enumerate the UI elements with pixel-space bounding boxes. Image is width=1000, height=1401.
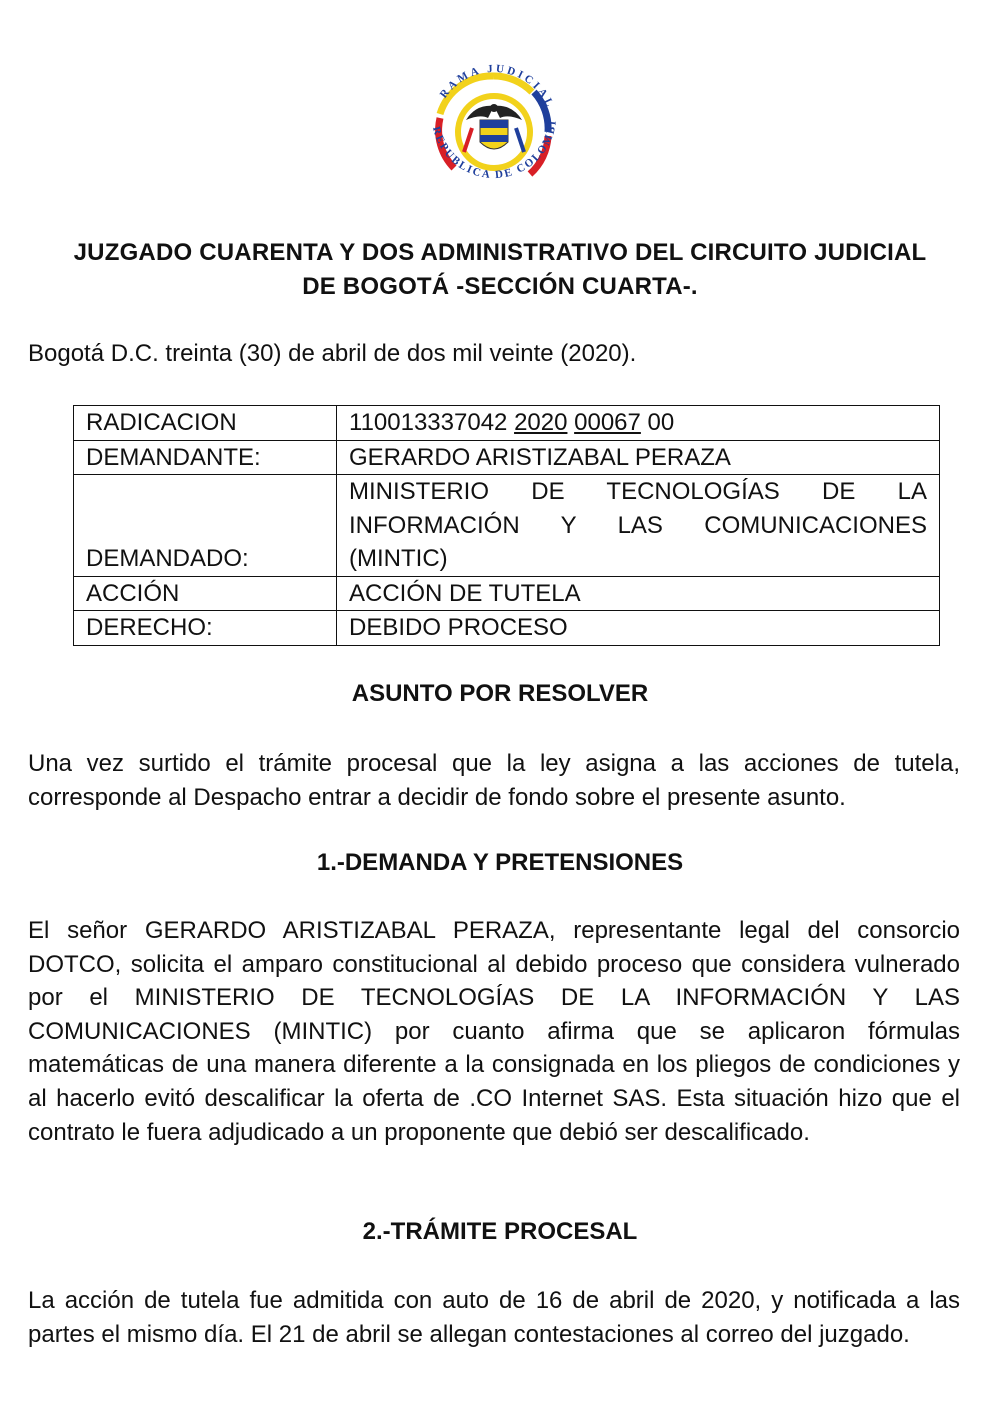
- demandante-value: GERARDO ARISTIZABAL PERAZA: [337, 440, 940, 475]
- rama-judicial-seal: [410, 56, 578, 204]
- table-row-derecho: [74, 611, 940, 646]
- demanda-paragraph: El señor GERARDO ARISTIZABAL PERAZA, representante legal del consorcio DOTCO, solicita el amparo constitucional al debido proceso que considera vulnerado por el MINISTERIO DE TECNOLOGÍAS DE LA INFORMACIÓN Y LAS COMUNICACIONES (MINTIC) por cuanto afirma que se aplicaron fórmulas matemáticas de una manera diferente a la consignada en los pliegos de condiciones y al hacerlo evitó descalificar la oferta de .CO Internet SAS. Esta situación hizo que el contrato le fuera adjudicado a un proponente que debió ser descalificado.: [28, 917, 960, 1146]
- table-row-demandado: [74, 475, 940, 577]
- date-line: Bogotá D.C. treinta (30) de abril de dos mil veinte (2020).: [28, 340, 637, 367]
- tramite-paragraph: La acción de tutela fue admitida con auto de 16 de abril de 2020, y notificada a las partes el mismo día. El 21 de abril se allegan contestaciones al correo del juzgado.: [28, 1287, 960, 1348]
- tramite-heading: 2.-TRÁMITE PROCESAL: [362, 1218, 638, 1245]
- demandado-label: DEMANDADO:: [74, 475, 337, 577]
- table-row-accion: [74, 576, 940, 611]
- seal-top-text: RAMA JUDICIAL: [437, 62, 557, 112]
- court-title-line-2: DE BOGOTÁ -SECCIÓN CUARTA-.: [302, 273, 698, 300]
- seal-bottom-text: REPUBLICA DE COLOMBI: [430, 118, 559, 182]
- accion-label: ACCIÓN: [74, 576, 337, 611]
- table-row-demandante: [74, 440, 940, 475]
- radicacion-part-4: 00: [647, 409, 675, 436]
- derecho-value: DEBIDO PROCESO: [337, 611, 940, 646]
- court-title-line-1: JUZGADO CUARENTA Y DOS ADMINISTRATIVO DEL CIRCUITO JUDICIAL: [73, 239, 927, 266]
- radicacion-label: RADICACION: [74, 406, 337, 441]
- radicacion-part-1: 110013337042: [349, 409, 508, 436]
- radicacion-part-3: 00067: [574, 409, 641, 436]
- table-row-radicacion: [74, 406, 940, 441]
- demandante-label: DEMANDANTE:: [74, 440, 337, 475]
- radicacion-value: [337, 406, 940, 441]
- demanda-heading: 1.-DEMANDA Y PRETENSIONES: [316, 849, 684, 876]
- asunto-paragraph: Una vez surtido el trámite procesal que la ley asigna a las acciones de tutela, corresponde al Despacho entrar a decidir de fondo sobre el presente asunto.: [28, 750, 960, 811]
- derecho-label: DERECHO:: [74, 611, 337, 646]
- asunto-heading: ASUNTO POR RESOLVER: [351, 680, 649, 707]
- accion-value: ACCIÓN DE TUTELA: [337, 576, 940, 611]
- demandado-value: MINISTERIO DE TECNOLOGÍAS DE LA INFORMACIÓN Y LAS COMUNICACIONES (MINTIC): [337, 475, 940, 577]
- radicacion-part-2: 2020: [514, 409, 568, 436]
- case-info-table: [73, 405, 940, 646]
